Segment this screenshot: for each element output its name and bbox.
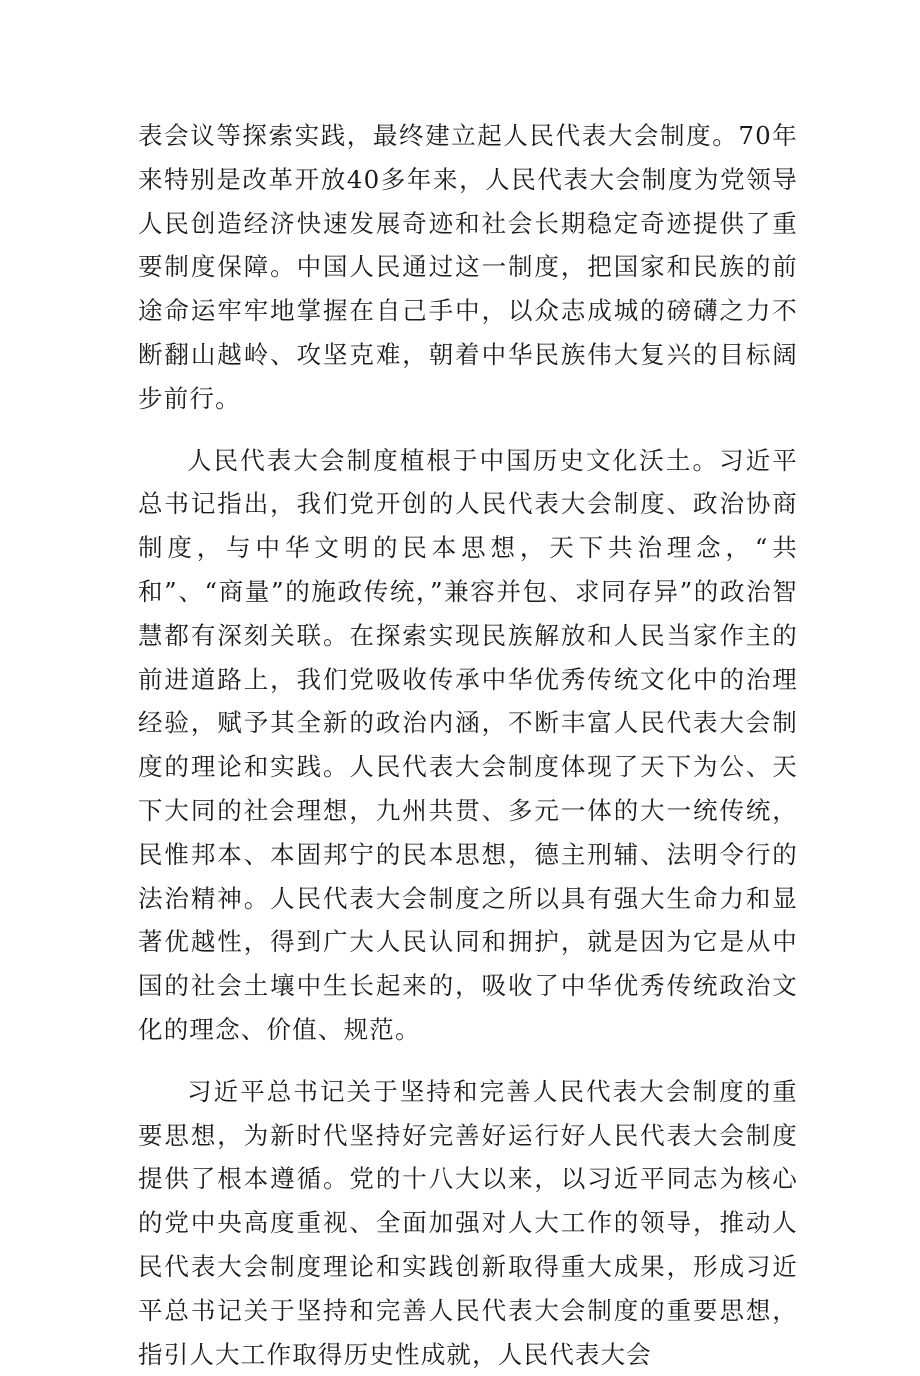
document-body — [138, 114, 798, 1376]
paragraph-3: 习近平总书记关于坚持和完善人民代表大会制度的重要思想，为新时代坚持好完善好运行好人民代表大会制度提供了根本遵循。党的十八大以来，以习近平同志为核心的党中央高度重视、全面加强对人大工作的领导，推动人民代表大会制度理论和实践创新取得重大成果，形成习近平总书记关于坚持和完善人民代表大会制度的重要思想，指引人大工作取得历史性成就，人民代表大会 — [138, 1076, 798, 1369]
paragraph-gap — [138, 1052, 798, 1070]
paragraph-1: 表会议等探索实践，最终建立起人民代表大会制度。70年来特别是改革开放40多年来，人民代表大会制度为党领导人民创造经济快速发展奇迹和社会长期稳定奇迹提供了重要制度保障。中国人民通过这一制度，把国家和民族的前途命运牢牢地掌握在自己手中，以众志成城的磅礴之力不断翻山越岭、攻坚克难，朝着中华民族伟大复兴的目标阔步前行。 — [138, 121, 798, 413]
paragraph-gap — [138, 421, 798, 439]
paragraph-2: 人民代表大会制度植根于中国历史文化沃土。习近平总书记指出，我们党开创的人民代表大会制度、政治协商制度，与中华文明的民本思想，天下共治理念，“共和”、“商量”的施政传统，”兼容并包、求同存异”的政治智慧都有深刻关联。在探索实现民族解放和人民当家作主的前进道路上，我们党吸收传承中华优秀传统文化中的治理经验，赋予其全新的政治内涵，不断丰富人民代表大会制度的理论和实践。人民代表大会制度体现了天下为公、天下大同的社会理想，九州共贯、多元一体的大一统传统，民惟邦本、本固邦宁的民本思想，德主刑辅、法明令行的法治精神。人民代表大会制度之所以具有强大生命力和显著优越性，得到广大人民认同和拥护，就是因为它是从中国的社会土壤中生长起来的，吸收了中华优秀传统政治文化的理念、价值、规范。 — [138, 445, 798, 1044]
